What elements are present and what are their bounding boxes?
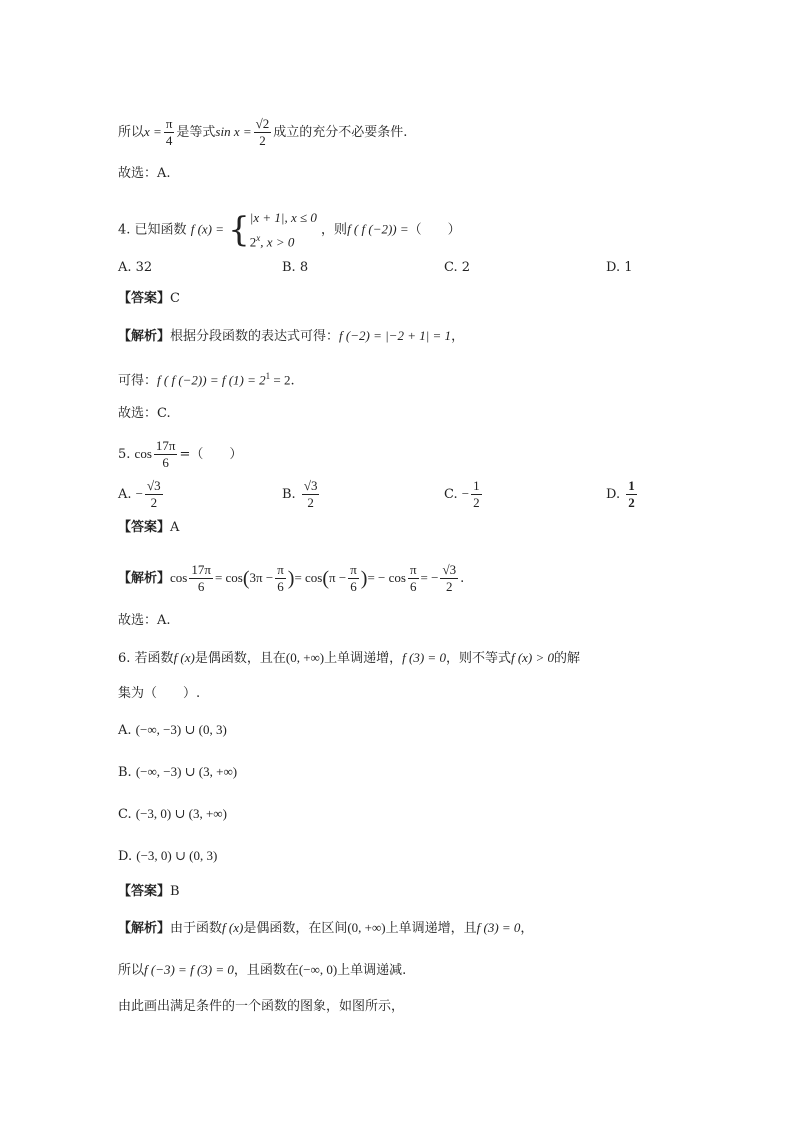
close-paren: ) <box>287 567 295 590</box>
q5-option-a-fraction: $\frac{√3}{2}$ <box>147 478 161 510</box>
q6-stem-line2: 集为（ ）. <box>118 686 201 701</box>
q6-analysis-line3: 由此画出满足条件的一个函数的图象，如图所示， <box>118 999 405 1014</box>
piecewise-cases: |x + 1|, x ≤ 0 2$^x$, x > 0 <box>249 210 317 250</box>
q6-option-a: A. (−∞, −3) ∪ (0, 3) <box>118 722 227 738</box>
q5-answer: 【答案】A <box>118 520 180 535</box>
q6-option-b: B. (−∞, −3) ∪ (3, +∞) <box>118 764 238 780</box>
q5-stem: 5. cos $\frac{17\pi}{6}$ =（ ） <box>118 438 243 470</box>
q6-analysis-line1: 【解析】由于函数f (x)是偶函数，在区间(0, +∞)上单调递增，且f (3) = 0， <box>118 920 534 936</box>
q6-option-c: C. (−3, 0) ∪ (3, +∞) <box>118 806 227 822</box>
q6-option-d: D. (−3, 0) ∪ (0, 3) <box>118 848 218 864</box>
q5-analysis-frac2: $\frac{\pi}{6}$ <box>277 562 284 594</box>
q5-option-b-fraction: $\frac{√3}{2}$ <box>303 478 318 510</box>
q4-answer: 【答案】C <box>118 291 180 306</box>
q5-analysis-frac3: $\frac{\pi}{6}$ <box>350 562 357 594</box>
q4-option-b: B. 8 <box>282 260 309 275</box>
q4-choice: 故选：C. <box>118 406 171 421</box>
open-paren: ( <box>242 567 250 590</box>
q3-conclusion-line: 所以x = $\frac{\pi}{4}$ 是等式sin x = $\frac{√2}{2}$ 成立的充分不必要条件. <box>118 116 408 148</box>
q4-analysis-line2: 可得：f ( f (−2)) = f $(1) = 2^1 = 2$. <box>118 371 295 389</box>
q6-analysis-line2: 所以f (−3) = f (3) = 0，且函数在(−∞, 0)上单调递减. <box>118 962 407 978</box>
open-paren: ( <box>322 567 330 590</box>
q5-option-c: C. − $\frac{1}{2}$ <box>444 478 480 510</box>
fraction-pi-over-4: $\frac{\pi}{4}$ <box>165 116 173 148</box>
q5-option-a: A. − $\frac{√3}{2}$ <box>118 478 161 510</box>
q5-analysis-frac5: $\frac{√3}{2}$ <box>442 562 457 594</box>
fraction-17pi-over-6: $\frac{17\pi}{6}$ <box>155 438 176 470</box>
q5-option-d-fraction: $\frac{1}{2}$ <box>628 478 635 510</box>
q5-choice: 故选：A. <box>118 613 171 628</box>
q5-option-c-fraction: $\frac{1}{2}$ <box>473 478 480 510</box>
piecewise-brace: { <box>228 210 250 251</box>
q4-option-c: C. 2 <box>444 260 471 275</box>
q3-choice: 故选：A. <box>118 166 171 181</box>
q5-option-d: D. $\frac{1}{2}$ <box>606 478 635 510</box>
close-paren: ) <box>360 567 368 590</box>
q5-analysis: 【解析】cos $\frac{17\pi}{6}$ = cos(3π − $\frac{\pi}{6}$ )= cos(π − $\frac{\pi}{6}$ )= − cos $\frac{\pi}{6}$ = − $\frac{√3}{2}$ . <box>118 562 465 594</box>
q4-stem: 4. 已知函数 f (x) = { |x + 1|, x ≤ 0 2$^x$, x > 0 ，则f ( f (−2)) =（ ） <box>118 208 461 252</box>
q6-stem-line1: 6. 若函数f (x)是偶函数，且在(0, +∞)上单调递增，f (3) = 0，则不等式f (x) > 0的解 <box>118 650 581 666</box>
q4-analysis-line1: 【解析】根据分段函数的表达式可得：f (−2) = |−2 + 1| = 1， <box>118 328 465 344</box>
q4-option-d: D. 1 <box>606 260 633 275</box>
q6-answer: 【答案】B <box>118 884 180 899</box>
q4-option-a: A. 32 <box>118 260 153 275</box>
q5-analysis-frac4: $\frac{\pi}{6}$ <box>409 562 417 594</box>
fraction-sqrt2-over-2: $\frac{√2}{2}$ <box>255 116 270 148</box>
q5-analysis-frac1: $\frac{17\pi}{6}$ <box>191 562 211 594</box>
q5-option-b: B. $\frac{√3}{2}$ <box>282 478 318 510</box>
